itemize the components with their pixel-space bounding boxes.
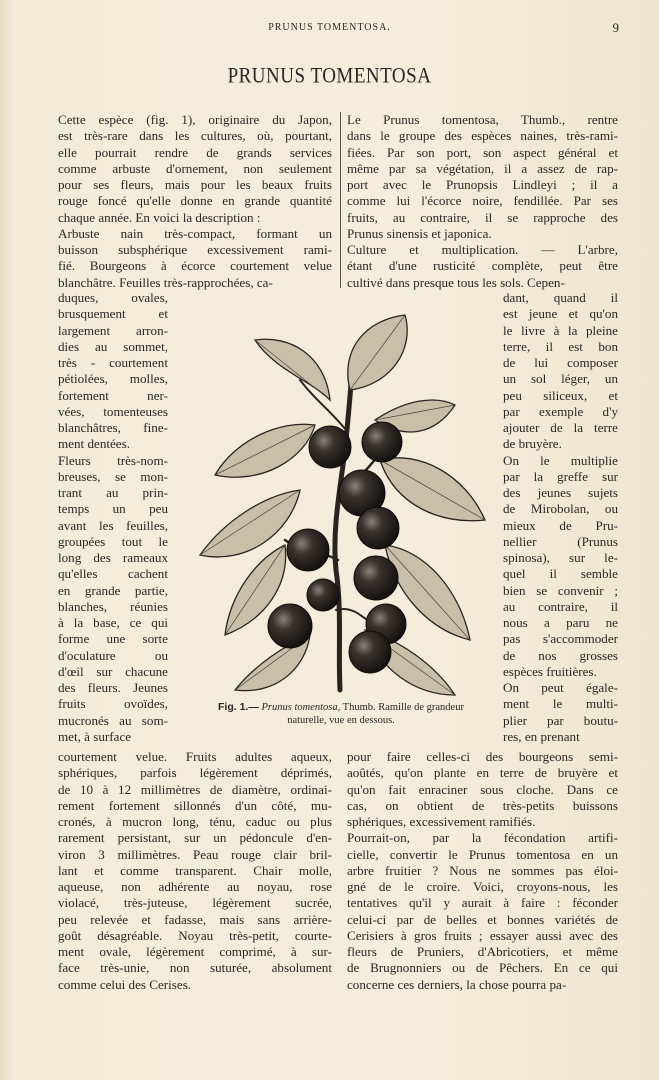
text-line: est très-rare dans les cultures, où, pourtant, <box>58 128 332 144</box>
text-line: de nos grosses <box>503 647 618 663</box>
text-line: quel il semble <box>503 566 618 582</box>
text-line: arbre fruitier ? Nous ne sommes pas éloi- <box>347 862 618 878</box>
text-line: terre, il est bon <box>503 338 618 354</box>
text-line: espèces fruitières. <box>503 663 597 679</box>
text-line: dans le groupe des espèces naines, très-rami- <box>347 128 618 144</box>
text-line: qu'elles cachent <box>58 566 168 582</box>
text-line: cas, on obtient de très-petits buissons <box>347 797 618 813</box>
text-line: forme une sorte <box>58 631 168 647</box>
left-column-narrow <box>58 290 168 745</box>
text-line: étant d'une rusticité complète, peut être <box>347 258 618 274</box>
text-line: elle pourrait rendre de grands services <box>58 144 332 160</box>
text-line: breuses, se mon- <box>58 468 168 484</box>
text-line: pour ses fleurs, mais pour les beaux fruits <box>58 177 332 192</box>
text-line: buisson subsphérique excessivement rami- <box>58 242 332 257</box>
text-line: dant, quand il <box>503 290 618 305</box>
text-line: d'œil sur chacune <box>58 663 168 679</box>
left-column-bottom <box>58 749 332 993</box>
text-line: plier par boutu- <box>503 712 618 728</box>
text-line: même par sa végétation, il a assez de rap- <box>347 160 618 176</box>
right-column-top <box>347 112 618 291</box>
text-line: ajouter de la terre <box>503 420 618 435</box>
article-title: PRUNUS TOMENTOSA <box>227 64 432 89</box>
text-line: Pourrait-on, par la fécondation artifi- <box>347 830 618 846</box>
column-divider <box>340 112 341 288</box>
figure-label: Fig. 1.— <box>218 701 259 713</box>
right-column-bottom <box>347 749 618 993</box>
text-line: d'oculature ou <box>58 647 168 663</box>
text-line: concerne ces derniers, la chose pourra pa- <box>347 976 567 992</box>
text-line: au contraire, il <box>503 598 618 614</box>
caption-species: Prunus tomentosa, <box>261 702 341 713</box>
text-line: violacé, très-juteuse, légèrement sucrée, <box>58 895 332 911</box>
text-line: fruits, au contraire, il se rapproche des <box>347 209 618 225</box>
text-line: par la greffe sur <box>503 468 618 484</box>
text-line: mieux de Pru- <box>503 517 618 533</box>
text-line: comme celui des Cerises. <box>58 976 192 992</box>
text-line: fleurs de Pruniers, d'Abricotiers, et même <box>347 944 618 959</box>
text-line: Le Prunus tomentosa, Thumb., rentre <box>347 112 618 127</box>
text-line: met, à surface <box>58 728 132 744</box>
text-line: spinosa), sur le- <box>503 550 618 565</box>
text-line: nellier (Prunus <box>503 533 618 549</box>
text-line: aoûtés, qu'on plante en terre de bruyère et <box>347 765 618 781</box>
text-line: sphériques, parfois légèrement déprimés, <box>58 765 332 781</box>
text-line: long des rameaux <box>58 550 168 565</box>
text-line: gné de le croire. Voici, croyons-nous, les <box>347 879 618 894</box>
text-line: Fleurs très-nom- <box>58 452 168 468</box>
text-line: à la base, ce qui <box>58 615 168 630</box>
text-line: vées, tomenteuses <box>58 403 168 419</box>
caption-text: Thumb. Ramille de grandeur <box>340 702 464 713</box>
text-line: Cette espèce (fig. 1), originaire du Japon, <box>58 112 332 127</box>
text-line: nous a paru ne <box>503 615 618 630</box>
text-line: courtement velue. Fruits adultes aqueux, <box>58 749 332 764</box>
text-line: temps un peu <box>58 501 168 517</box>
text-line: sphériques, excessivement ramifiés. <box>347 814 536 829</box>
text-line: On le multiplie <box>503 452 618 468</box>
figure-caption <box>182 701 500 727</box>
text-line: rouge foncé qu'elle donne en grande quantité <box>58 193 332 209</box>
text-line: Culture et multiplication. — L'arbre, <box>347 242 618 257</box>
text-line: qu'on fait enraciner sous cloche. Dans ce <box>347 781 618 797</box>
text-line: est jeune et qu'on <box>503 306 618 322</box>
text-line: duques, ovales, <box>58 290 168 305</box>
text-line: groupées tout le <box>58 533 168 549</box>
text-line: le livre à la pleine <box>503 322 618 338</box>
text-line: de Brugnonniers ou de Pêchers. En ce qui <box>347 960 618 976</box>
text-line: port avec le Prunopsis Lindleyi ; il a <box>347 177 618 192</box>
text-line: face très-unie, non suturée, absolument <box>58 960 332 976</box>
text-line: peu siliceux, et <box>503 387 618 403</box>
text-line: fiées. Par son port, son aspect général et <box>347 144 618 160</box>
text-line: cielle, convertir le Prunus tomentosa en un <box>347 846 618 862</box>
text-line: cronés, à mucron long, ténu, caduc ou plus <box>58 814 332 829</box>
text-line: viron 3 millimètres. Peau rouge clair bril- <box>58 846 332 862</box>
text-line: On peut égale- <box>503 680 618 695</box>
text-line: pétiolées, molles, <box>58 371 168 387</box>
text-line: un sol léger, un <box>503 371 618 387</box>
text-line: fié. Bourgeons à écorce courtement velue <box>58 258 332 274</box>
text-line: bien se convenir ; <box>503 582 618 598</box>
text-line: en grande partie, <box>58 582 168 598</box>
text-line: des fleurs. Jeunes <box>58 680 168 695</box>
text-line: fortement ner- <box>58 387 168 403</box>
text-line: ment dentées. <box>58 436 130 452</box>
text-line: peu relevée et fadasse, mais sans arrière- <box>58 911 332 927</box>
text-line: chaque année. En voici la description : <box>58 209 261 225</box>
text-line: avant les feuilles, <box>58 517 168 533</box>
text-line: fruits ovoïdes, <box>58 696 168 712</box>
text-line: cultivé dans presque tous les sols. Cepen- <box>347 274 565 290</box>
text-line: blanchâtres, fine- <box>58 420 168 435</box>
text-line: celui-ci par de belles et bonnes variétés de <box>347 911 618 927</box>
text-line: rarement persistant, sur un pédoncule d'en- <box>58 830 332 846</box>
text-line: mucronés au som- <box>58 712 168 728</box>
text-line: blanches, réunies <box>58 598 168 614</box>
text-line: Prunus sinensis et japonica. <box>347 225 492 241</box>
text-line: comme lui l'écorce noire, fendillée. Par ses <box>347 193 618 209</box>
text-line: goût désagréable. Noyau très-petit, courte- <box>58 927 332 943</box>
text-line: res, en prenant <box>503 728 580 744</box>
text-line: aqueuse, non adhérente au noyau, rose <box>58 879 332 894</box>
text-line: dies au sommet, <box>58 338 168 354</box>
text-line: trant au prin- <box>58 485 168 500</box>
text-line: des jeunes sujets <box>503 485 618 500</box>
text-line: pas s'accommoder <box>503 631 618 647</box>
text-line: Arbuste nain très-compact, formant un <box>58 225 332 241</box>
caption-line-2: naturelle, vue en dessous. <box>287 715 395 726</box>
text-line: blanchâtre. Feuilles très-rapprochées, ca- <box>58 274 273 290</box>
text-line: lant et comme transparent. Chair molle, <box>58 862 332 878</box>
text-line: largement arron- <box>58 322 168 338</box>
text-line: comme arbuste d'ornement, non seulement <box>58 160 332 176</box>
text-line: très - courtement <box>58 355 168 370</box>
text-line: ment ovale, légèrement comprimé, à sur- <box>58 944 332 959</box>
text-line: de bruyère. <box>503 436 562 452</box>
right-column-narrow <box>503 290 618 745</box>
text-line: de 10 à 12 millimètres de diamètre, ordinai- <box>58 781 332 797</box>
text-line: de lui composer <box>503 355 618 370</box>
page-number: 9 <box>612 20 619 35</box>
text-line: rement fortement sillonnés d'un côté, mu- <box>58 797 332 813</box>
text-line: par exemple d'y <box>503 403 618 419</box>
text-line: pour faire celles-ci des bourgeons semi- <box>347 749 618 764</box>
text-line: brusquement et <box>58 306 168 322</box>
left-column-top <box>58 112 332 291</box>
text-line: ment le multi- <box>503 696 618 712</box>
running-head: PRUNUS TOMENTOSA. <box>268 22 391 33</box>
prunus-illustration <box>190 310 490 700</box>
text-line: tentatives qu'il y aurait à faire : féconder <box>347 895 618 911</box>
text-line: Cerisiers à gros fruits ; essayer aussi avec des <box>347 927 618 943</box>
text-line: de Mirobolan, ou <box>503 501 618 517</box>
